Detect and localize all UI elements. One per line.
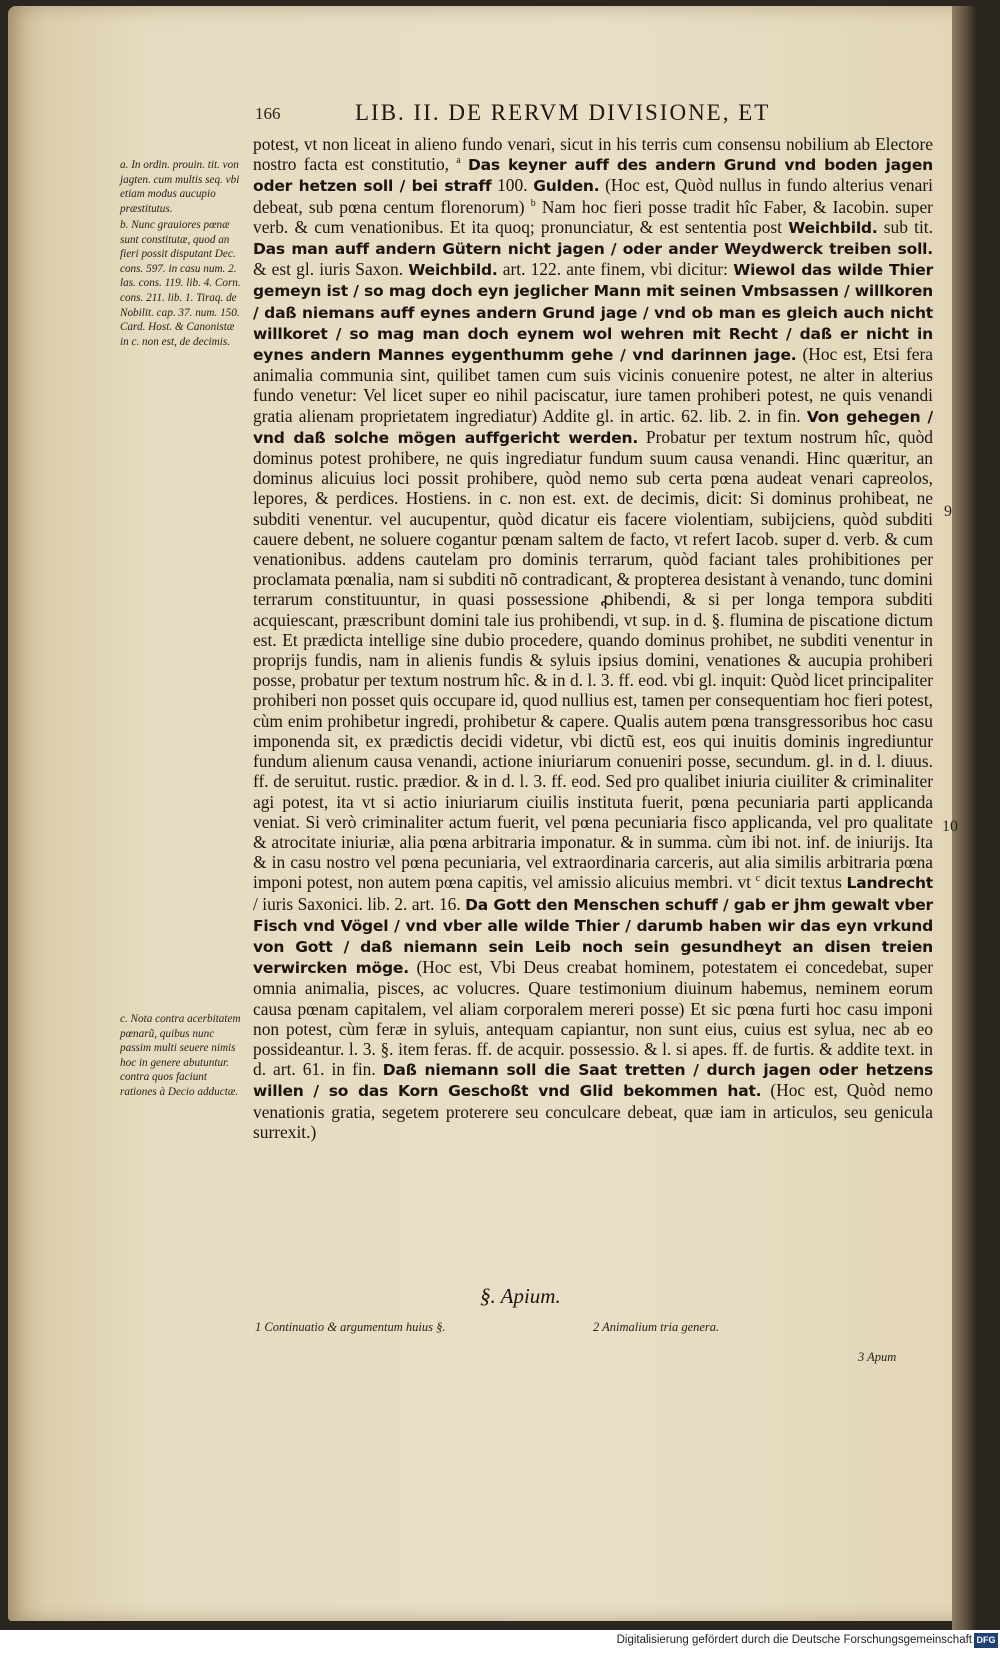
- footnote-marker-a: a: [456, 155, 461, 167]
- footnote-marker-c: c: [755, 873, 761, 885]
- latin-text: 100.: [497, 175, 528, 196]
- latin-text: (Hoc est, Etsi fera animalia communia sint, quilibet tamen cum suis vicinis conuenire potest, ne alter in alterius fundo venetur: Vel licet super eo nihil paciscatur, iure tamen prohiberi potest, ne quis venandi gratia alienam proprietatem ingrediatur) Addite gl. in artic. 62. lib. 2. in fin.: [253, 344, 933, 426]
- summary-item: 1 Continuatio & argumentum huius §.: [255, 1320, 446, 1334]
- catchword: 3 Apum: [858, 1350, 897, 1364]
- funding-credit: Digitalisierung gefördert durch die Deutsche Forschungsgemeinschaft: [616, 1634, 972, 1646]
- german-text: Da Gott den Menschen schuff / gab er jhm gewalt vber Fisch vnd Vögel / vnd vber alle wilde Thier / darumb haben wir das eyn vrkund von Gott / daß niemann sein Leib noch sein gesundheyt an disen treien verwircken möge.: [253, 895, 933, 978]
- latin-text: art. 122. ante finem, vbi dicitur:: [502, 259, 729, 280]
- margin-number-10: 10: [942, 818, 958, 835]
- summary-item: 2 Animalium tria genera.: [593, 1320, 720, 1334]
- section-heading: §. Apium.: [480, 1284, 561, 1308]
- german-text: Weichbild.: [408, 261, 498, 280]
- latin-text: & est gl. iuris Saxon.: [253, 259, 404, 280]
- german-text: Wiewol das wilde Thier gemeyn ist / so mag doch eyn jeglicher Mann mit seinen Vmbsassen / willkoren / daß niemans auff eynes andern Grund jage / vnd ob man es gleich auch nicht willkoret / so mag man doch eynem wol wehren mit Recht / daß er nicht in eynes andern Mannes eygenthumm gehe / vnd darinnen jage.: [253, 261, 934, 365]
- page-number: 166: [255, 104, 281, 123]
- main-text: [253, 134, 933, 1142]
- german-text: Gulden.: [533, 177, 600, 196]
- latin-text: dicit textus: [764, 872, 842, 893]
- latin-text: (Hoc est, Quòd nullus in fundo alterius venari debeat, sub pœna centum florenorum): [253, 175, 933, 217]
- german-text: Von gehegen / vnd daß solche mögen auffgericht werden.: [253, 407, 933, 447]
- page-header: [255, 100, 955, 130]
- body-paragraph: [253, 134, 933, 1142]
- running-title: LIB. II. DE RERVM DIVISIONE, ET: [355, 100, 771, 125]
- german-text: Das man auff andern Gütern nicht jagen / oder ander Weydwerck treiben soll.: [253, 240, 933, 259]
- latin-text: / iuris Saxonici. lib. 2. art. 16.: [253, 893, 461, 914]
- latin-text: Probatur per textum nostrum hîc, quòd dominus potest prohibere, ne quis ingrediatur fundum suum causa venandi. Hinc quæritur, an dominus alicuius loci possit prohibere, quòd nemo sub certa pœna audeat venari capreolos, lepores, & perdices. Hostiens. in c. non est. ext. de decimis, dicit: Si dominus prohibeat, ne subditi venentur. vel aucupentur, quòd dicatur eis facere violentiam, subijciens, quòd subditi cauere debent, ne soluere cogantur pœnam saltem de facto, vt refert Iacob. super d. verb. & cum venationibus. addens cautelam pro dominis terrarum, quòd faciant tales prohibitiones per proclamata pœnalia, nam si subditi nõ contradicant, & propterea desistant à venando, tunc domini terrarum constituuntur, in quasi possessione ꝓhibendi, & si per longa tempora subditi acquiescant, præscribunt domini tale ius prohibendi, vt sup. in d. §. flumina de piscatione dictum est. Et prædicta intellige sine dubio procedere, quando dominus prohibet, ne subditi venentur in proprijs fundis, nam in alienis fundis & syluis ipsius domini, venationes & aucupia prohiberi posse, probatur per textum nostrum hîc. & in d. l. 3. ff. eod. vbi gl. inquit: Quòd licet principaliter prohiberi non posset quis occupare id, quod nullius est, tamen per consequentiam hoc fieri potest, cùm enim prohibetur ingredi, prohibetur & capere. Qualis autem pœna transgressoribus hoc casu imponenda sit, ex prædictis decidi videtur, vbi dictũ est, eos qui inuitis dominis ingrediuntur fundum alienum causa venandi, actione iniuriarum conueniri posse, secundum. gl. in d. l. diuus. ff. de seruitut. rustic. prædior. & in d. l. 3. ff. eod. Sed pro qualibet iniuria ciuiliter & criminaliter agi potest, ita vt si actio iniuriarum ciuilis instituta fuerit, pœna pecuniaria parti applicanda veniat. Si verò criminaliter actum fuerit, vel pœna pecuniaria fisco applicanda, vel pro qualitate & atrocitate iniuriæ, alia pœna arbitraria imponatur. & in summa. cùm ibi not. inf. de iniurijs. Ita & in casu nostro vel pœna pecuniaria, vel extraordinaria carceris, aut alia similis arbitraria pœna imponi potest, non autem pœna capitis, vel amissio alicuius membri. vt: [253, 426, 934, 893]
- german-text: Daß niemann soll die Saat tretten / durch jagen oder hetzens willen / so das Korn Geschoßt vnd Glid bekommen hat.: [253, 1061, 933, 1101]
- german-text: Landrecht: [846, 874, 933, 893]
- latin-text: (Hoc est, Quòd nemo venationis gratia, segetem proterere seu conculcare debeat, quæ iam in articulos, seu genicula surrexit.): [253, 1080, 933, 1142]
- margin-note-a: a. In ordin. prouin. tit. von jagten. cum multis seq. vbi etiam modus aucupio præstitutus.: [120, 159, 240, 215]
- digitization-footer: [0, 1630, 1000, 1653]
- margin-note-c: c. Nota contra acerbitatem pœnarũ, quibus nunc passim multi seuere nimis hoc in genere abutuntur. contra quos faciunt rationes à Decio adductæ.: [120, 1013, 241, 1098]
- footnote-marker-b: b: [530, 197, 536, 209]
- margin-number-9: 9: [944, 503, 952, 520]
- german-text: Das keyner auff des andern Grund vnd boden jagen oder hetzen soll / bei straff: [253, 156, 933, 196]
- dfg-logo-icon: DFG: [974, 1633, 998, 1648]
- latin-text: potest, vt non liceat in alieno fundo venari, sicut in his terris cum consensu nobilium ab Electore nostro facta est constitutio,: [253, 134, 933, 175]
- latin-text: (Hoc est, Vbi Deus creabat hominem, potestatem ei concedebat, super omnia animalia, pisces, ac volucres. Quare testimonium diuinum habemus, neminem eorum causa pœnam capitalem, vel aliam corporalem mereri posse) Et sic pœna furti hoc casu imponi non potest, cùm feræ in syluis, antequam capiantur, non sunt eius, cuius est sylua, nec ab eo possideantur. l. 3. §. item feras. ff. de acquir. possessio. & l. si apes. ff. de furtis. & addite text. in d. art. 61. in fin.: [253, 957, 933, 1080]
- latin-text: Nam hoc fieri posse tradit hîc Faber, & Iacobin. super verb. & cum venationibus. Et ita quoq; pronunciatur, & est sententia post: [253, 196, 933, 237]
- margin-note-b: b. Nunc grauiores pœnæ sunt constitutæ, quod an fieri possit disputant Dec. cons. 597. in casu num. 2. las. cons. 119. lib. 4. Corn. cons. 211. lib. 1. Tiraq. de Nobilit. cap. 37. num. 150. Card. Host. & Canonistæ in c. non est, de decimis.: [120, 219, 241, 348]
- latin-text: sub tit.: [883, 216, 933, 237]
- german-text: Weichbild.: [788, 218, 878, 237]
